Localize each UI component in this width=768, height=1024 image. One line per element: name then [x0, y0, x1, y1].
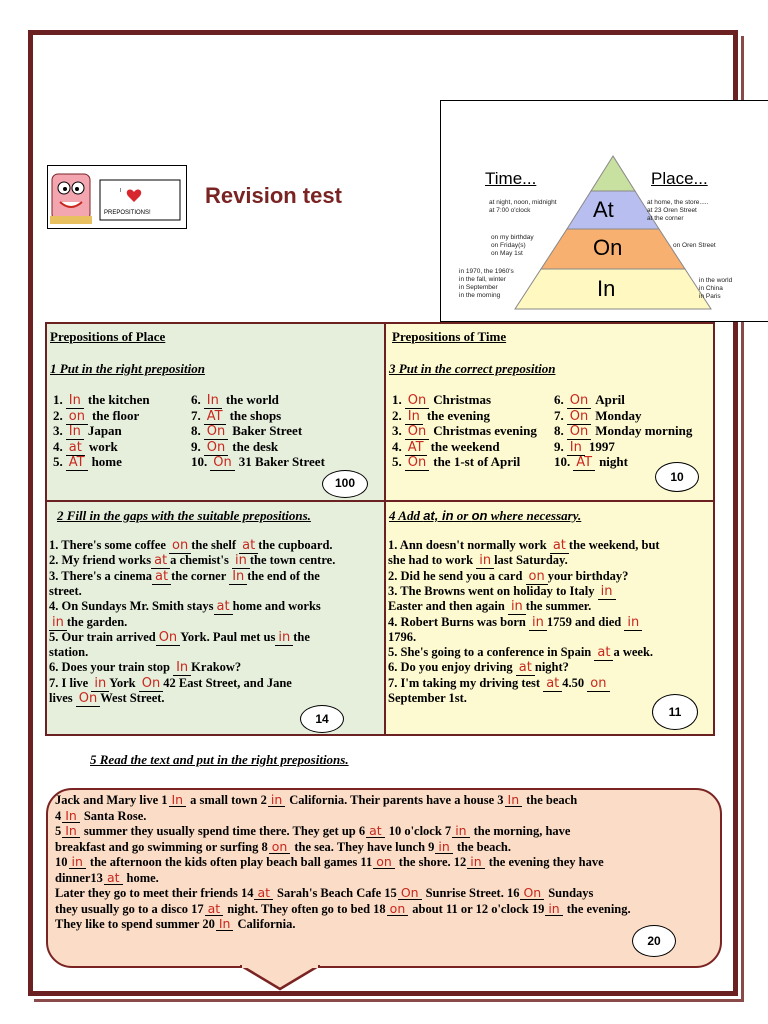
list-item	[392, 408, 490, 425]
answer: at	[550, 539, 569, 554]
list-item	[191, 423, 302, 440]
line-text: the evening.	[566, 901, 631, 916]
score-bubble-1: 100	[322, 470, 368, 498]
item-text: April	[595, 392, 625, 407]
line-text: 4	[55, 808, 62, 823]
item-number: 3.	[392, 423, 402, 438]
line-text: 2. My friend works	[49, 553, 152, 568]
line-text: 1796.	[388, 629, 417, 644]
item-text: 1997	[588, 438, 615, 454]
answer: On	[567, 410, 591, 425]
answer: On	[405, 394, 429, 409]
text-line	[49, 553, 335, 569]
line-text: September 1st.	[388, 691, 467, 705]
line-text: the morning, have	[473, 824, 571, 838]
line-text: home and works	[232, 599, 321, 614]
text-line	[55, 871, 715, 887]
time-at-examples: at night, noon, midnight at 7:00 o'clock	[489, 199, 557, 214]
list-item	[191, 408, 281, 425]
text-line	[388, 615, 642, 631]
line-text: 2. Did he send you a card	[388, 568, 526, 583]
answer: at	[151, 554, 170, 569]
answer: AT	[66, 456, 88, 471]
list-item	[392, 392, 491, 409]
page-title: Revision test	[205, 183, 342, 208]
answer: In	[169, 793, 187, 807]
answer: On	[156, 631, 180, 646]
item-number: 5.	[392, 454, 402, 469]
text-line	[388, 538, 660, 554]
text-line	[55, 824, 715, 840]
section-5-instruction: 5 Read the text and put in the right prepositions.	[90, 752, 349, 767]
text-line	[49, 645, 88, 660]
answer: in	[49, 616, 67, 631]
item-text: the floor	[91, 407, 140, 423]
text-line	[388, 645, 653, 661]
item-text: night	[599, 454, 628, 469]
list-item	[554, 454, 628, 471]
line-text: street.	[49, 583, 82, 598]
line-text: Jack and Mary live 1	[55, 793, 168, 807]
item-number: 3.	[53, 423, 63, 438]
item-text: home	[91, 454, 122, 469]
place-label: Place...	[651, 169, 708, 188]
answer: AT	[204, 410, 226, 425]
answer: in	[452, 824, 469, 838]
item-text: the kitchen	[87, 392, 150, 407]
line-text: about 11 or 12 o'clock 19	[412, 901, 545, 916]
item-text: Baker Street	[232, 423, 303, 438]
item-text: the desk	[232, 438, 279, 454]
line-text: West Street.	[100, 691, 165, 705]
item-number: 4.	[392, 438, 402, 454]
level-at: At	[593, 197, 614, 222]
item-text: the shops	[229, 407, 282, 423]
answer: On	[398, 886, 422, 900]
answer: On	[567, 425, 591, 440]
answer: In	[505, 793, 523, 807]
line-text: the evening they have	[488, 855, 604, 869]
item-number: 10.	[191, 454, 208, 469]
line-text: home.	[126, 870, 159, 885]
line-text: 1759 and died	[546, 614, 625, 629]
line-text: Easter and then again	[388, 599, 508, 614]
item-text: the evening	[426, 407, 491, 423]
answer: In	[229, 570, 247, 585]
answer: in	[598, 585, 616, 600]
answer: On	[204, 441, 228, 456]
section-1-title: Prepositions of Place	[50, 329, 166, 344]
text-line	[388, 569, 628, 585]
line-text: 6. Does your train stop	[49, 660, 174, 675]
score-bubble-4: 11	[652, 694, 698, 730]
answer: in	[232, 554, 250, 569]
line-text: a chemist's	[170, 553, 232, 568]
line-text: the town centre.	[249, 553, 336, 568]
text-line	[55, 902, 715, 918]
answer: at	[214, 600, 233, 615]
section-5-text	[55, 793, 715, 933]
line-text: the afternoon the kids often play beach ball games 11	[89, 855, 373, 869]
line-text: 4.50	[562, 675, 588, 690]
score-bubble-2: 14	[300, 705, 344, 733]
pyramid-diagram	[440, 100, 768, 322]
answer: On	[76, 692, 100, 707]
answer: in	[476, 554, 494, 569]
item-number: 8.	[191, 423, 201, 438]
pencil-mascot-icon	[48, 166, 186, 228]
list-item	[191, 439, 278, 456]
line-text: summer they usually spend time there. They get up 6	[83, 824, 366, 838]
line-text: 4. On Sundays Mr. Smith stays	[49, 599, 214, 614]
answer: at	[254, 886, 273, 900]
answer: in	[91, 677, 109, 692]
line-text: last Saturday.	[494, 553, 568, 568]
item-number: 9.	[554, 438, 564, 454]
list-item	[392, 454, 520, 471]
list-item	[53, 439, 118, 456]
line-text: 10	[55, 855, 68, 869]
answer: in	[624, 616, 642, 631]
section-3-title: Prepositions of Time	[392, 329, 507, 344]
line-text: They like to spend summer 20	[55, 917, 215, 931]
line-text: 5. She's going to a conference in Spain	[388, 645, 595, 660]
answer: In	[173, 661, 191, 676]
item-number: 6.	[191, 392, 201, 407]
list-item	[191, 454, 325, 471]
line-text: Sarah's Beach Cafe 15	[277, 886, 397, 900]
item-text: Christmas	[433, 392, 492, 407]
item-text: 31 Baker Street	[238, 454, 325, 469]
instr-c: or	[453, 508, 472, 523]
answer: On	[567, 394, 591, 409]
section-4-instruction	[389, 508, 581, 524]
answer: in	[275, 631, 293, 646]
instr-a: 4 Add	[389, 508, 424, 523]
answer: in	[508, 600, 526, 615]
answer: at	[239, 539, 258, 554]
place-on-examples: on Oren Street	[673, 242, 716, 249]
line-text: Santa Rose.	[83, 808, 147, 823]
item-text: Christmas evening	[433, 423, 537, 438]
answer: at	[543, 677, 562, 692]
line-text: the shore. 12	[398, 855, 467, 869]
item-number: 1.	[392, 392, 402, 407]
panel-pointer-icon	[240, 965, 320, 991]
logo-i: I	[120, 188, 122, 194]
answer: On	[204, 425, 228, 440]
line-text: Later they go to meet their friends 14	[55, 886, 254, 900]
answer: in	[435, 840, 452, 854]
line-text: 4. Robert Burns was born	[388, 614, 529, 629]
answer: On	[520, 886, 544, 900]
line-text: a week.	[613, 645, 654, 660]
answer: In	[204, 394, 222, 409]
line-text: 6. Do you enjoy driving	[388, 660, 516, 675]
answer: on	[169, 539, 191, 554]
answer: On	[139, 677, 163, 692]
answer: AT	[573, 456, 595, 471]
list-item	[53, 423, 122, 440]
text-line	[388, 584, 616, 600]
list-item	[53, 454, 122, 471]
answer: In	[62, 809, 80, 823]
section-1-instruction: 1 Put in the right preposition	[50, 361, 205, 376]
line-text: the beach	[526, 793, 578, 807]
level-on: On	[593, 235, 623, 260]
line-text: Krakow?	[191, 660, 242, 675]
item-number: 1.	[53, 392, 63, 407]
answer: at	[66, 441, 85, 456]
place-at-examples: at home, the store..... at 23 Oren Street at the corner	[647, 199, 709, 222]
answer: in	[529, 616, 547, 631]
text-line	[55, 793, 715, 809]
answer: at	[152, 570, 171, 585]
line-text: 5. Our train arrived	[49, 629, 156, 644]
line-text: she had to work	[388, 553, 477, 568]
line-text: lives	[49, 691, 76, 705]
answer: at	[104, 871, 123, 885]
line-text: Sundays	[548, 886, 594, 900]
instr-e: where necessary.	[487, 508, 582, 523]
instr-d: on	[471, 508, 488, 523]
line-text: the beach.	[456, 839, 511, 854]
text-line	[388, 599, 591, 615]
line-text: they usually go to a disco 17	[55, 901, 204, 916]
answer: at	[594, 646, 613, 661]
score-bubble-5: 20	[632, 925, 676, 957]
item-number: 6.	[554, 392, 564, 407]
text-line	[49, 599, 321, 615]
item-text: Monday morning	[595, 423, 693, 438]
line-text: the end of the	[247, 568, 320, 583]
text-line	[388, 691, 467, 706]
item-number: 2.	[53, 407, 63, 423]
line-text: night?	[534, 660, 569, 675]
answer: AT	[405, 441, 427, 456]
text-line	[388, 630, 416, 645]
line-text: 3. There's a cinema	[49, 568, 153, 583]
list-item	[191, 392, 279, 409]
line-text: York	[109, 675, 139, 690]
line-text: breakfast and go swimming or surfing 8	[55, 839, 268, 854]
line-text: California.	[237, 917, 296, 931]
answer: in	[69, 855, 86, 869]
line-text: the garden.	[66, 614, 128, 629]
line-text: the sea. They have lunch 9	[294, 839, 435, 854]
item-number: 4.	[53, 438, 63, 454]
list-item	[53, 392, 150, 409]
line-text: the weekend, but	[568, 538, 660, 552]
text-line	[49, 676, 292, 692]
line-text: the shelf	[191, 538, 240, 552]
line-text: 1. Ann doesn't normally work	[388, 538, 550, 552]
text-line	[49, 691, 165, 707]
answer: In	[66, 425, 84, 440]
level-in: In	[597, 276, 616, 301]
text-line	[55, 917, 715, 933]
text-line	[49, 660, 241, 676]
item-number: 5.	[53, 454, 63, 469]
line-text: 10 o'clock 7	[388, 824, 452, 838]
text-line	[388, 553, 568, 569]
text-line	[55, 855, 715, 871]
item-number: 10.	[554, 454, 571, 469]
item-text: the 1-st of April	[433, 454, 521, 469]
item-text: work	[88, 438, 118, 454]
text-line	[388, 676, 610, 692]
section-2-gaps	[45, 500, 386, 736]
text-line	[49, 584, 82, 599]
prepositions-logo	[47, 165, 187, 229]
answer: at	[366, 824, 385, 838]
answer: at	[516, 661, 535, 676]
answer: at	[205, 902, 224, 916]
line-text: dinner13	[55, 870, 103, 885]
text-line	[55, 809, 715, 825]
line-text: 5	[55, 824, 62, 838]
line-text: 1. There's some coffee	[49, 538, 169, 552]
item-text: the weekend	[430, 438, 500, 454]
list-item	[392, 423, 537, 440]
list-item	[554, 439, 615, 456]
list-item	[554, 392, 625, 409]
time-label: Time...	[485, 169, 537, 188]
answer: In	[567, 441, 585, 456]
line-text: 3. The Browns went on holiday to Italy	[388, 583, 598, 598]
answer: In	[66, 394, 84, 409]
line-text: York. Paul met us	[180, 629, 276, 644]
list-item	[554, 423, 692, 440]
answer: In	[62, 824, 80, 838]
section-2-instruction: 2 Fill in the gaps with the suitable prepositions.	[57, 508, 311, 523]
line-text: the summer.	[525, 599, 592, 614]
line-text: Sunrise Street. 16	[425, 886, 520, 900]
text-line	[49, 615, 127, 631]
answer: in	[467, 855, 484, 869]
answer: on	[66, 410, 88, 425]
answer: in	[545, 902, 562, 916]
item-text: the world	[225, 392, 279, 407]
item-number: 9.	[191, 438, 201, 454]
item-number: 7.	[191, 407, 201, 423]
item-number: 7.	[554, 407, 564, 423]
list-item	[53, 408, 139, 425]
line-text: 42 East Street, and Jane	[163, 675, 292, 690]
answer: on	[587, 677, 609, 692]
answer: on	[387, 902, 409, 916]
answer: on	[373, 855, 395, 869]
answer: in	[268, 793, 285, 807]
item-number: 8.	[554, 423, 564, 438]
text-line	[55, 840, 715, 856]
line-text: California. Their parents have a house 3	[289, 793, 504, 807]
answer: On	[210, 456, 234, 471]
answer: on	[269, 840, 291, 854]
answer: on	[526, 570, 548, 585]
line-text: the cupboard.	[258, 538, 333, 552]
line-text: your birthday?	[547, 568, 629, 583]
place-in-examples: in the world in China in Paris	[699, 277, 733, 300]
answer: On	[405, 456, 429, 471]
line-text: a small town 2	[190, 793, 267, 807]
item-text: Monday	[595, 407, 642, 423]
line-text: night. They often go to bed 18	[227, 901, 386, 916]
answer: In	[216, 917, 234, 931]
line-text: station.	[49, 645, 89, 660]
logo-text: PREPOSITIONS!	[104, 210, 151, 216]
text-line	[49, 538, 333, 554]
text-line	[49, 569, 320, 585]
line-text: 7. I'm taking my driving test	[388, 675, 544, 690]
answer: On	[405, 425, 429, 440]
text-line	[388, 660, 569, 676]
text-line	[55, 886, 715, 902]
item-number: 2.	[392, 407, 402, 423]
list-item	[392, 439, 500, 456]
score-bubble-3: 10	[655, 462, 699, 492]
instr-b: at, in	[423, 508, 454, 523]
time-on-examples: on my birthday on Friday(s) on May 1st	[491, 234, 534, 257]
item-text: Japan	[87, 423, 122, 438]
answer: In	[405, 410, 423, 425]
text-line	[49, 630, 310, 646]
time-in-examples: in 1970, the 1960's in the fall, winter in September in the morning	[459, 268, 514, 299]
line-text: the	[293, 629, 310, 644]
section-3-instruction: 3 Put in the correct preposition	[389, 361, 556, 376]
list-item	[554, 408, 641, 425]
line-text: the corner	[171, 568, 230, 583]
line-text: 7. I live	[49, 675, 92, 690]
